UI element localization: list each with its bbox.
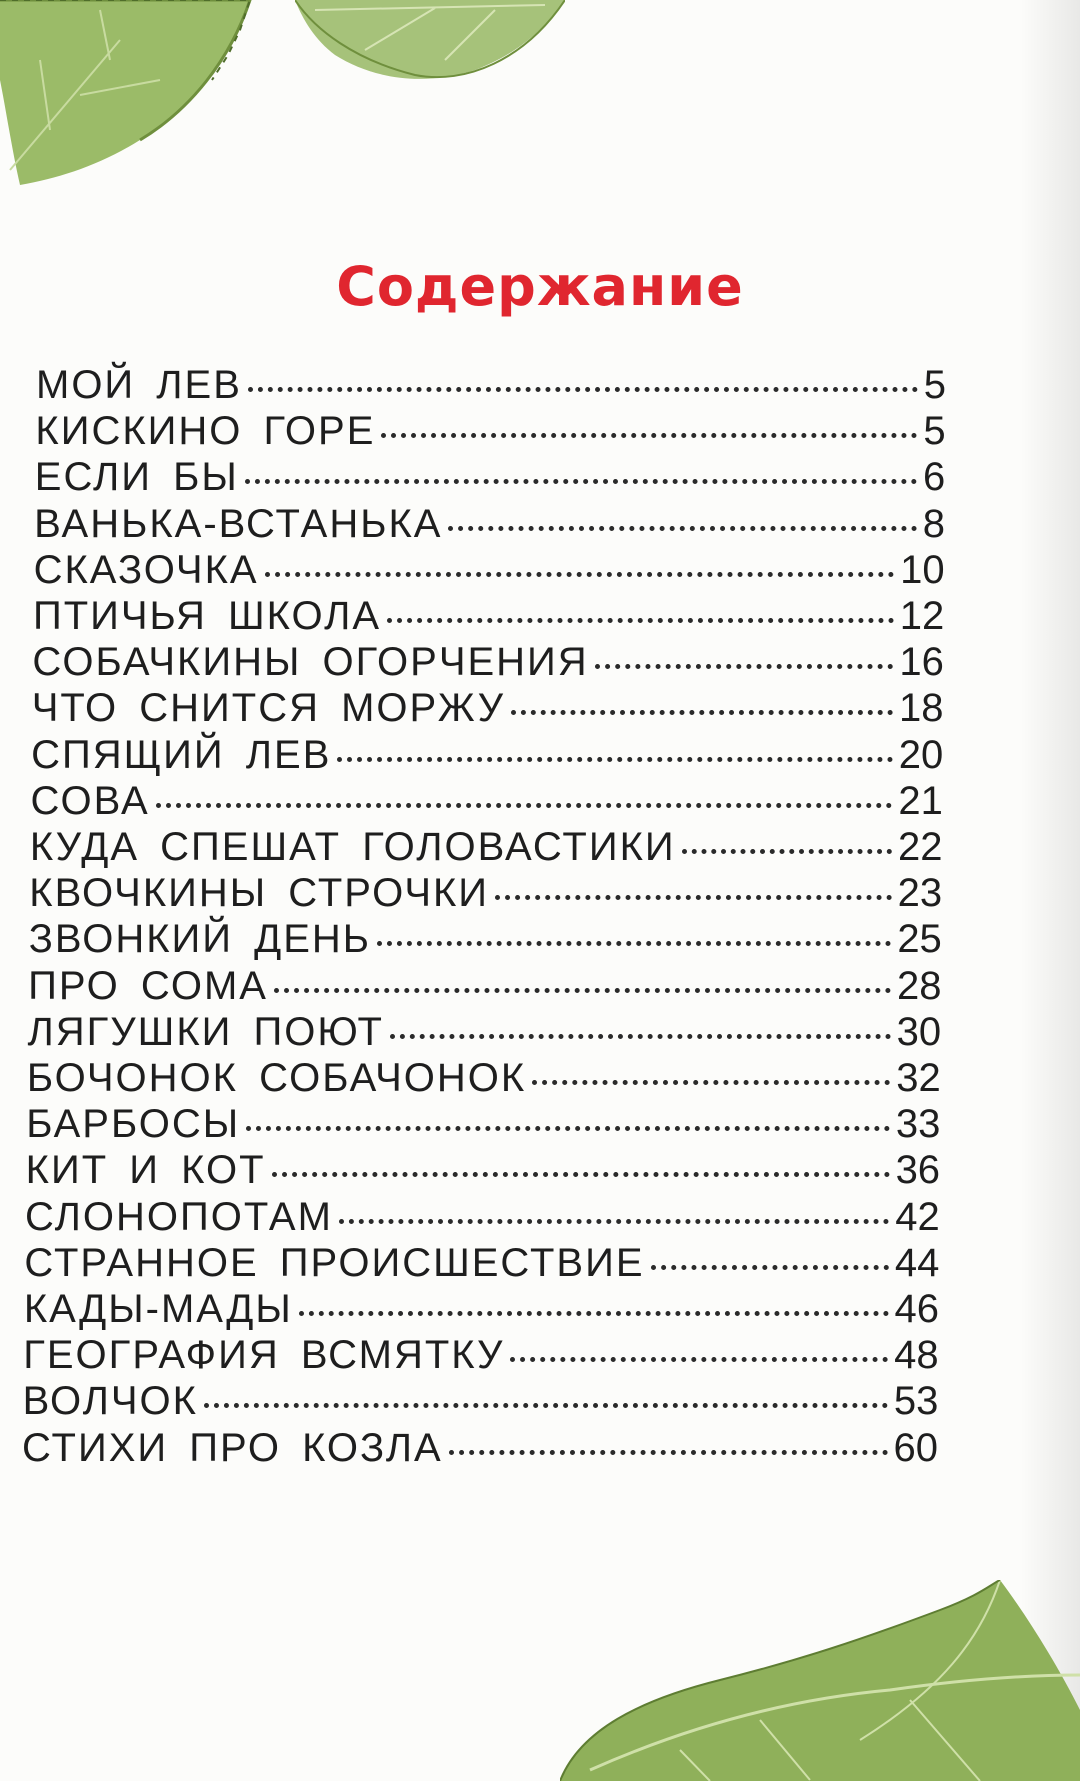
toc-entry [22, 1425, 938, 1471]
toc-entry [28, 963, 941, 1009]
toc-page-number: 20 [898, 732, 944, 777]
toc-entry [32, 685, 944, 731]
toc-dot-leader [510, 1357, 888, 1362]
toc-dot-leader [390, 1034, 891, 1039]
toc-dot-leader [495, 895, 892, 900]
toc-dot-leader [595, 664, 894, 669]
toc-entry-title: ПТИЧЬЯ ШКОЛА [32, 594, 382, 638]
toc-entry-title: СОВА [30, 778, 150, 823]
toc-dot-leader [651, 1265, 889, 1270]
toc-entry-title: СТИХИ ПРО КОЗЛА [22, 1425, 443, 1470]
toc-page-number: 32 [896, 1056, 941, 1100]
toc-entry-title: БОЧОНОК СОБАЧОНОК [26, 1056, 527, 1100]
toc-dot-leader [381, 433, 917, 438]
toc-page-number: 33 [895, 1102, 941, 1147]
toc-entry-title: КИТ И КОТ [25, 1148, 266, 1193]
toc-entry-title: КИСКИНО ГОРЕ [35, 409, 376, 454]
toc-dot-leader [265, 572, 895, 577]
toc-dot-leader [156, 803, 893, 808]
toc-entry-title: ЛЯГУШКИ ПОЮТ [27, 1009, 384, 1054]
toc-entry-title: ЧТО СНИТСЯ МОРЖУ [31, 686, 505, 731]
toc-dot-leader [339, 1219, 889, 1224]
toc-page-number: 12 [899, 594, 945, 638]
toc-entry-title: МОЙ ЛЕВ [36, 363, 242, 407]
contents-title: Содержание [336, 255, 744, 318]
toc-entry [29, 916, 942, 962]
toc-entry [26, 1101, 940, 1147]
toc-entry [24, 1240, 939, 1286]
toc-entry [34, 501, 945, 547]
toc-entry-title: СПЯЩИЙ ЛЕВ [31, 732, 332, 777]
toc-dot-leader [204, 1403, 888, 1408]
toc-entry [27, 1055, 941, 1101]
toc-entry [32, 639, 944, 685]
toc-entry [25, 1194, 940, 1240]
toc-entry-title: КАДЫ-МАДЫ [23, 1287, 293, 1331]
toc-dot-leader [246, 1126, 890, 1131]
toc-dot-leader [248, 387, 918, 392]
toc-entry [30, 824, 943, 870]
toc-entry-title: СТРАННОЕ ПРОИСШЕСТВИЕ [24, 1240, 645, 1285]
toc-entry-title: ГЕОГРАФИЯ ВСМЯТКУ [23, 1333, 505, 1378]
toc-page-number: 25 [897, 917, 942, 962]
toc-entry-title: ЕСЛИ БЫ [34, 455, 239, 500]
toc-entry [23, 1332, 938, 1378]
toc-dot-leader [274, 988, 891, 993]
toc-dot-leader [337, 757, 892, 762]
toc-page-number: 28 [896, 963, 942, 1008]
toc-entry [35, 408, 945, 454]
toc-dot-leader [387, 618, 894, 623]
toc-page-number: 6 [923, 455, 946, 500]
toc-entry [26, 1147, 940, 1193]
toc-page-number: 44 [894, 1240, 940, 1285]
toc-entry-title: БАРБОСЫ [26, 1102, 241, 1147]
toc-entry-title: ЗВОНКИЙ ДЕНЬ [28, 917, 372, 962]
toc-entry [31, 732, 943, 778]
toc-page-number: 8 [922, 501, 945, 546]
toc-entry-title: СЛОНОПОТАМ [25, 1194, 333, 1239]
toc-page-number: 5 [923, 409, 946, 454]
toc-entry-title: СОБАЧКИНЫ ОГОРЧЕНИЯ [32, 640, 589, 685]
toc-dot-leader [532, 1080, 890, 1085]
toc-entry-title: ВАНЬКА-ВСТАНЬКА [34, 501, 443, 546]
toc-entry [24, 1286, 939, 1332]
toc-dot-leader [299, 1311, 889, 1316]
toc-dot-leader [449, 1450, 888, 1455]
toc-page-number: 10 [900, 547, 945, 592]
toc-dot-leader [245, 479, 917, 484]
toc-entry [27, 1009, 941, 1055]
toc-page-number: 21 [898, 778, 943, 823]
toc-entry-title: КУДА СПЕШАТ ГОЛОВАСТИКИ [29, 825, 676, 869]
toc-page-number: 53 [893, 1379, 939, 1424]
toc-entry [35, 454, 946, 500]
toc-dot-leader [377, 941, 891, 946]
toc-entry-title: ПРО СОМА [28, 963, 268, 1008]
toc-page-number: 5 [923, 363, 946, 407]
toc-entry [36, 362, 946, 408]
toc-entry [33, 593, 944, 639]
toc-dot-leader [682, 849, 892, 854]
toc-page-number: 36 [895, 1148, 941, 1193]
toc-entry-title: СКАЗОЧКА [33, 547, 259, 592]
toc-dot-leader [448, 526, 916, 531]
toc-page-number: 22 [898, 825, 943, 869]
toc-page-number: 42 [895, 1194, 940, 1239]
toc-page-number: 60 [893, 1425, 938, 1470]
toc-entry [23, 1378, 939, 1424]
toc-entry [34, 547, 945, 593]
toc-page-number: 23 [897, 871, 943, 916]
toc-dot-leader [272, 1172, 890, 1177]
toc-page-number: 18 [899, 686, 944, 731]
toc-page-number: 48 [894, 1333, 939, 1378]
toc-entry [29, 870, 942, 916]
toc-entry [31, 778, 943, 824]
toc-entry-title: ВОЛЧОК [22, 1379, 198, 1424]
toc-dot-leader [511, 710, 893, 715]
toc-page-number: 16 [899, 640, 944, 685]
toc-page-number: 30 [896, 1009, 942, 1054]
toc-page-number: 46 [894, 1287, 940, 1331]
toc-entry-title: КВОЧКИНЫ СТРОЧКИ [29, 871, 490, 916]
